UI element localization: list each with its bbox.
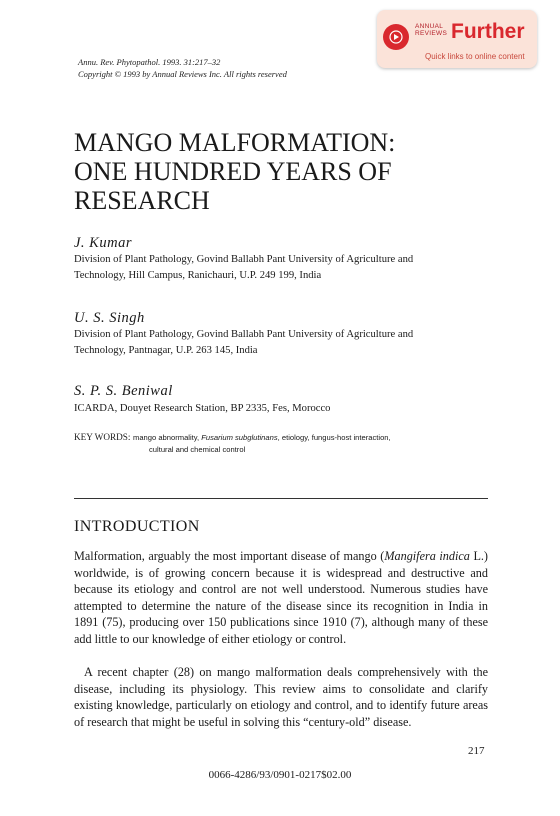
author-name: J. Kumar (74, 235, 132, 251)
keywords-label: KEY WORDS: (74, 432, 131, 442)
body-paragraph: A recent chapter (28) on mango malformation deals comprehensively with the disease, including its physiology. This review aims to consolidate and clarify existing knowledge, particularly on etiology and control, and to identify future areas of research that might be useful in solving this “century-old” disease. (74, 665, 488, 729)
section-heading: INTRODUCTION (74, 518, 200, 535)
article-title: MANGO MALFORMATION: ONE HUNDRED YEARS OF RESEARCH (74, 128, 396, 215)
annual-reviews-further-badge[interactable] (377, 10, 537, 68)
journal-citation: Annu. Rev. Phytopathol. 1993. 31:217–32 (78, 57, 221, 67)
body-paragraph: Malformation, arguably the most important disease of mango (Mangifera indica L.) worldwide, is of growing concern because it is widespread and destructive and because its etiology and control are not well understood. Numerous studies have attempted to determine the nature of the disease since its recognition in India in 1891 (75), producing over 150 publications since 1910 (7), although many of these add little to our knowledge of either etiology or control. (74, 549, 488, 646)
author-affiliation: ICARDA, Douyet Research Station, BP 2335, Fes, Morocco (74, 403, 331, 414)
author-affiliation: Division of Plant Pathology, Govind Ballabh Pant University of Agriculture and Technology, Hill Campus, Ranichauri, U.P. 249 199, India (74, 254, 414, 281)
article-code: 0066-4286/93/0901-0217$02.00 (208, 769, 352, 781)
annual-reviews-logo-icon (383, 24, 409, 50)
annual-reviews-wordmark: ANNUAL REVIEWS (415, 23, 448, 37)
section-divider (74, 498, 488, 499)
quick-links-link[interactable]: Quick links to online content (425, 52, 525, 61)
copyright-notice: Copyright © 1993 by Annual Reviews Inc. All rights reserved (78, 69, 287, 79)
author-name: S. P. S. Beniwal (74, 383, 173, 399)
keywords-list: mango abnormality, Fusarium subglutinans, etiology, fungus-host interaction, (133, 433, 391, 442)
author-affiliation: Division of Plant Pathology, Govind Ballabh Pant University of Agriculture and Technology, Pantnagar, U.P. 263 145, India (74, 329, 414, 356)
keywords-list-continued: cultural and chemical control (149, 445, 246, 454)
page-number: 217 (468, 745, 485, 757)
author-name: U. S. Singh (74, 310, 145, 326)
further-label: Further (451, 20, 525, 43)
